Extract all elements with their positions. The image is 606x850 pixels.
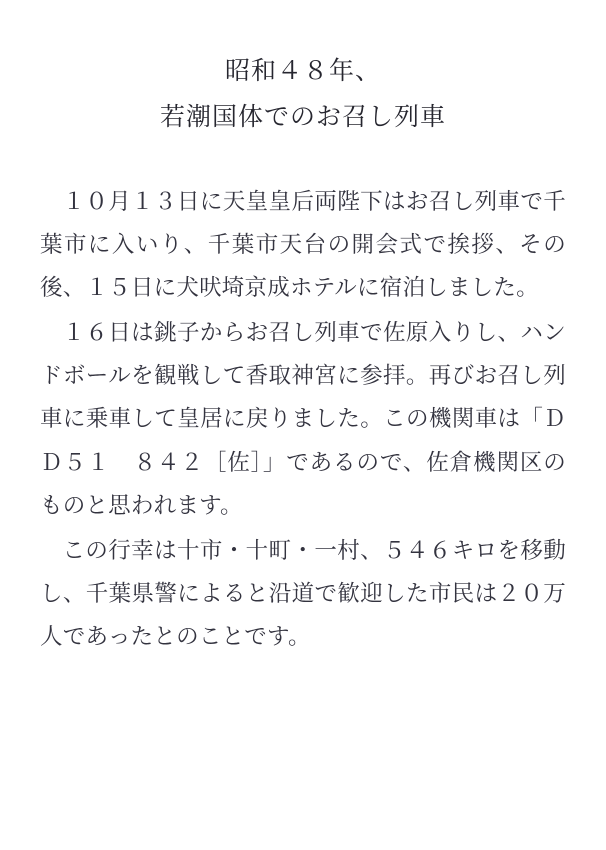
page-title-line-2: 若潮国体でのお召し列車 bbox=[159, 102, 446, 132]
paragraph: この行幸は十市・十町・一村、５４６キロを移動し、千葉県警によると沿道で歓迎した市民は２０万人であったとのことです。 bbox=[40, 538, 566, 651]
page-title bbox=[40, 48, 566, 141]
paragraph: １０月１３日に天皇皇后両陛下はお召し列車で千葉市に入いり、千葉市天台の開会式で挨拶、その後、１５日に犬吠埼京成ホテルに宿泊しました。 bbox=[40, 188, 566, 301]
paragraph: １６日は銚子からお召し列車で佐原入りし、ハンドボールを観戦して香取神宮に参拝。再びお召し列車に乗車して皇居に戻りました。この機関車は「ＤＤ５１ ８４２［佐］」であるので、佐倉機関区のものと思われます。 bbox=[40, 320, 566, 519]
document-body bbox=[40, 181, 566, 660]
page-title-line-1: 昭和４８年、 bbox=[224, 56, 381, 85]
